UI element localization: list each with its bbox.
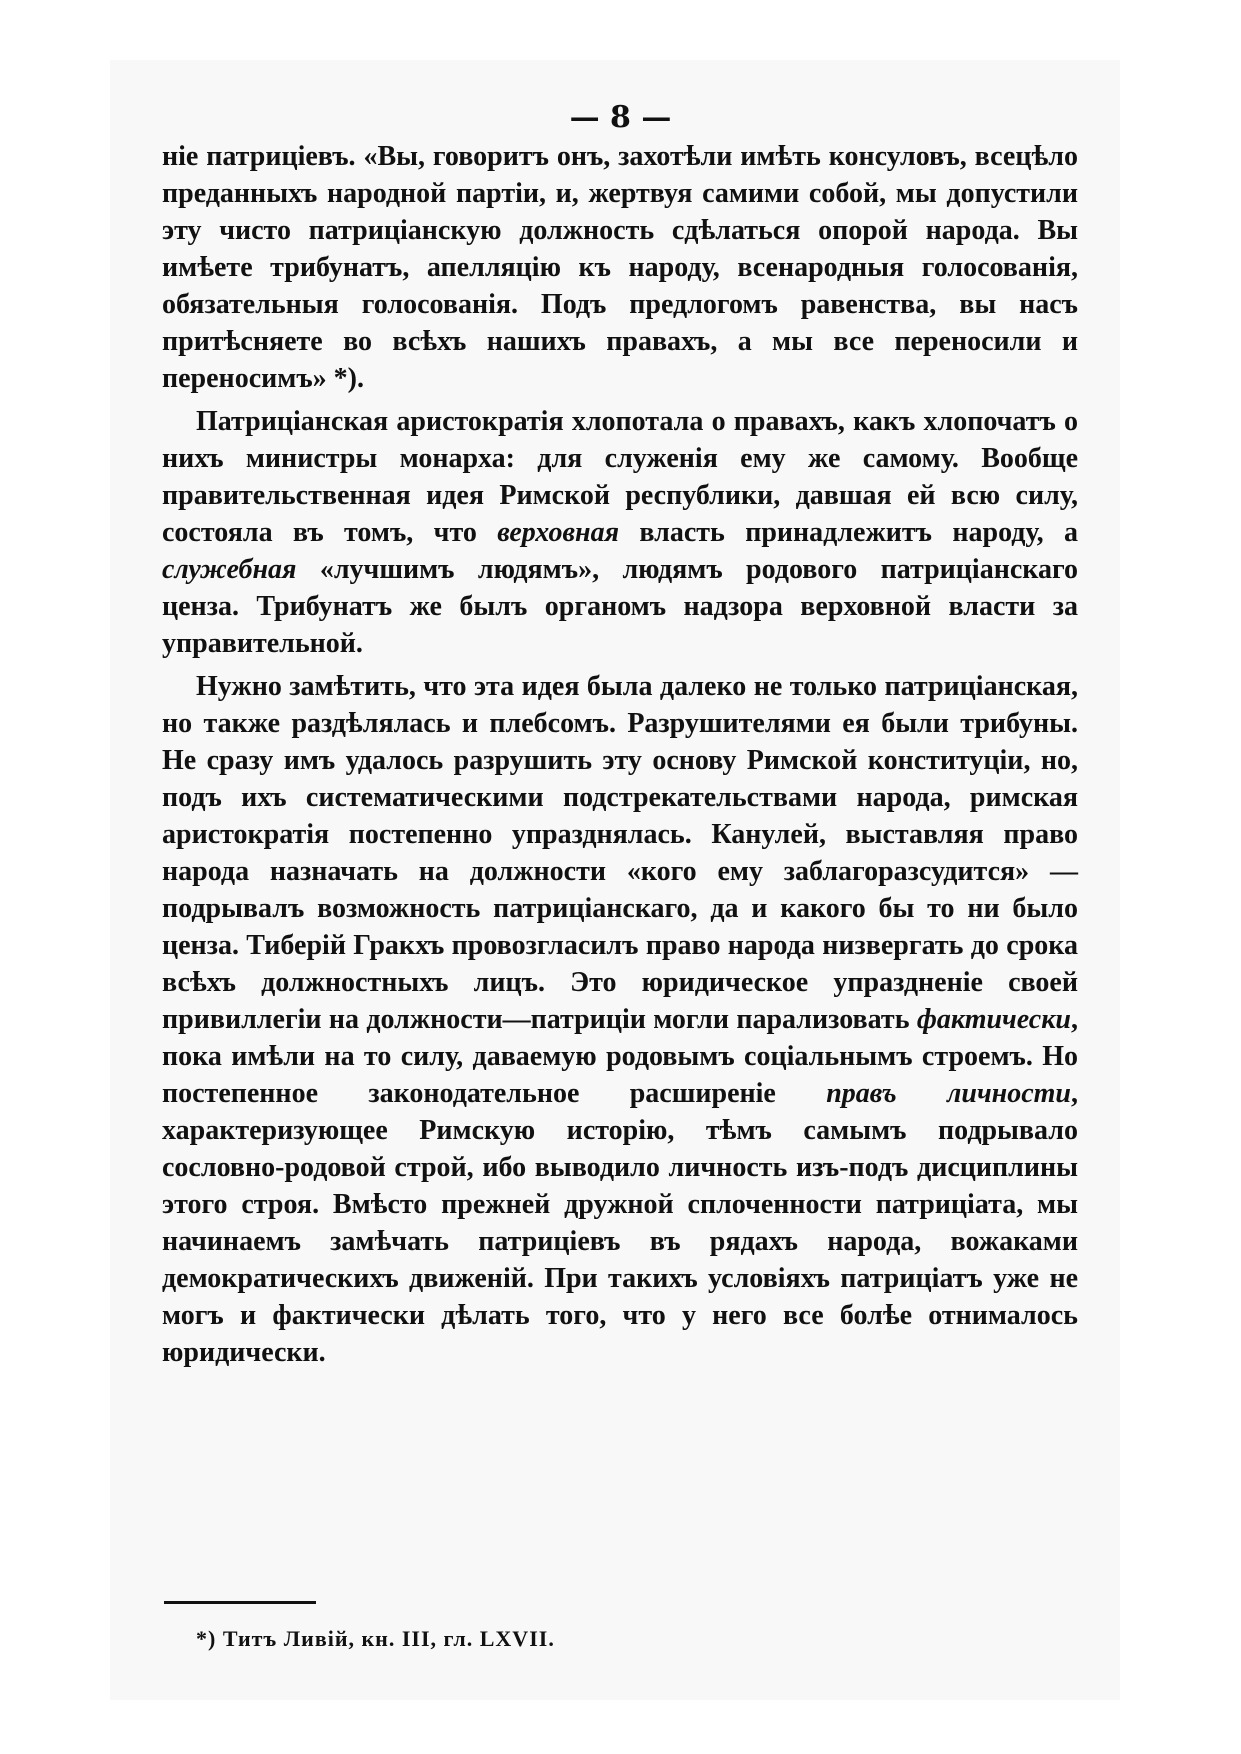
paragraph-2-text-a: Патриціанская аристократія хлопотала о правахъ, какъ хлопочатъ о нихъ министры монарха: для служенія ему же самому. Вообще правительственная идея Римской республики, давшая ей всю силу, состояла въ томъ, что: [162, 406, 1078, 548]
emphasis-sluzhebnaya: служебная: [162, 554, 297, 585]
emphasis-prav-lichnosti: правъ личности: [826, 1078, 1071, 1109]
paragraph-3-text-a: Нужно замѣтить, что эта идея была далеко не только патриціанская, но также раздѣлялась и плебсомъ. Разрушителями ея были трибуны. Не сразу имъ удалось разрушить эту основу Римской конституціи, но, подъ ихъ систематическими подстрекательствами народа, римская аристократія постепенно упразднялась. Канулей, выставляя право народа назначать на должности «кого ему заблагоразсудится» — подрывалъ возможность патриціанскаго, да и какого бы то ни было ценза. Тиберій Гракхъ провозгласилъ право народа низвергать до срока всѣхъ должностныхъ лицъ. Это юридическое упраздненіе своей привиллегіи на должности—патриціи могли парализовать: [162, 671, 1078, 1035]
paragraph-1-text: ніе патриціевъ. «Вы, говоритъ онъ, захотѣли имѣть консуловъ, всецѣло преданныхъ народной партіи, и, жертвуя самими собой, мы допустили эту чисто патриціанскую должность сдѣлаться опорой народа. Вы имѣете трибунатъ, апелляцію къ народу, всенародныя голосованія, обязательныя голосованія. Подъ предлогомъ равенства, вы насъ притѣсняете во всѣхъ нашихъ правахъ, а мы все переносили и переносимъ» *).: [162, 141, 1078, 394]
paragraph-3: [162, 668, 1078, 1371]
paragraph-2-text-b: власть принадлежитъ народу, а: [619, 517, 1078, 548]
emphasis-verkhovnaya: верховная: [497, 517, 620, 548]
paragraph-3-text-b: , пока имѣли на то силу, даваемую родовымъ соціальнымъ строемъ. Но постепенное законодательное расширеніе: [162, 1004, 1078, 1109]
emphasis-fakticheski: фактически: [916, 1004, 1071, 1035]
paragraph-2: [162, 403, 1078, 662]
footnote: *) Титъ Ливій, кн. III, гл. LXVII.: [196, 1626, 555, 1651]
paragraph-2-text-c: «лучшимъ людямъ», людямъ родового патриціанскаго ценза. Трибунатъ же былъ органомъ надзора верховной власти за управительной.: [162, 554, 1078, 659]
body-text: [162, 138, 1078, 1371]
page-number: — 8 —: [569, 100, 672, 135]
paragraph-1: [162, 138, 1078, 397]
footnote-divider: [164, 1601, 316, 1604]
paragraph-3-text-c: , характеризующее Римскую исторію, тѣмъ самымъ подрывало сословно-родовой строй, ибо выводило личность изъ-подъ дисциплины этого строя. Вмѣсто прежней дружной сплоченности патриціата, мы начинаемъ замѣчать патриціевъ въ рядахъ народа, вожаками демократическихъ движеній. При такихъ условіяхъ патриціатъ уже не могъ и фактически дѣлать того, что у него все болѣе отнималось юридически.: [162, 1078, 1078, 1368]
